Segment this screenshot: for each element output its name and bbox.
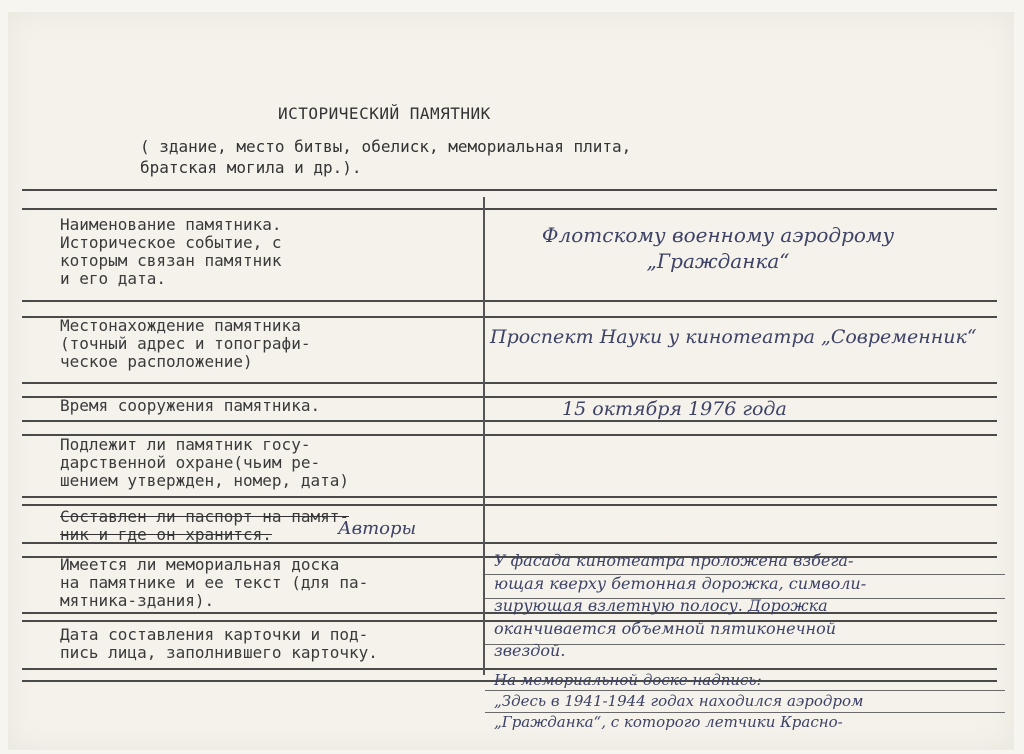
table-rule [22,496,997,498]
row-value-memorial-plaque: У фасада кинотеатра проложена взбега- ющая кверху бетонная дорожка, символи- зирующая взлетную полосу. Дорожка оканчивается объемной пятиконечной звездой. [494,551,867,660]
table-rule [22,504,997,506]
table-rule [22,382,997,384]
row-value-location: Проспект Науки у кинотеатра „Современник“ [490,326,977,348]
row-value-build-time: 15 октября 1976 года [562,398,787,420]
plaque-inscription: На мемориальной доске надпись: „Здесь в 1941-1944 годах находился аэродром „Гражданка“, с которого летчики Красно- [494,671,864,731]
table-rule [22,189,997,191]
row-label-card-date: Дата составления карточки и под- пись лица, заполнившего карточку. [60,625,378,662]
table-rule [22,300,997,302]
page-title: ИСТОРИЧЕСКИЙ ПАМЯТНИК [278,104,491,123]
row-label-name: Наименование памятника. Историческое событие, с которым связан памятник и его дата. [60,215,282,288]
table-rule [22,208,997,210]
row-label-build-time: Время сооружения памятника. [60,396,321,415]
page-subtitle: ( здание, место битвы, обелиск, мемориальная плита, братская могила и др.). [140,137,632,177]
row-label-state-protection: Подлежит ли памятник госу- дарственной охране(чьим ре- шением утвержден, номер, дата) [60,435,349,490]
table-rule [22,420,997,422]
passport-authors-note: Авторы [338,518,417,539]
row-label-location: Местонахождение памятника (точный адрес и топографи- ческое расположение) [60,316,311,371]
row-label-passport: Составлен ли паспорт на памят- ник и где он хранится. [60,507,349,544]
row-label-memorial-plaque: Имеется ли мемориальная доска на памятнике и ее текст (для па- мятника-здания). [60,555,369,610]
row-value-name: Флотскому военному аэродрому „Гражданка“ [541,223,895,273]
column-divider [483,197,485,675]
